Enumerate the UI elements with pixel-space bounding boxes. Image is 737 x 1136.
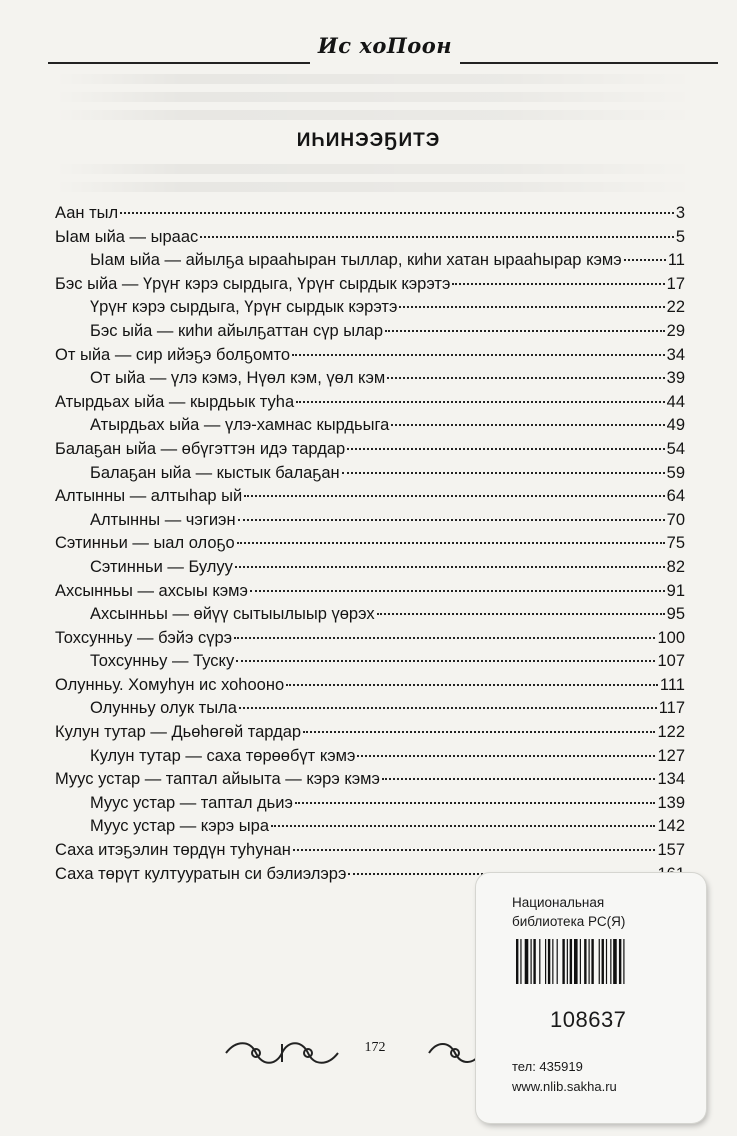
toc-entry-title: Аан тыл (55, 204, 119, 222)
page-number: 172 (364, 1040, 386, 1055)
toc-entry (55, 532, 685, 556)
barcode-bar (545, 939, 546, 984)
toc-entry-title: Тохсунньу — бэйэ сүрэ (55, 628, 233, 647)
dot-leader (342, 472, 665, 474)
barcode-bar (606, 939, 607, 984)
running-head: Ис хоПоон (317, 33, 453, 58)
dot-leader (347, 448, 664, 450)
toc-entry-title: Кулун тутар — Дьөһөгөй тардар (55, 723, 302, 742)
toc-entry-page: 11 (667, 251, 685, 270)
barcode-bar (533, 939, 535, 984)
toc-title: ИҺИНЭЭҔИТЭ (296, 130, 441, 151)
toc-entry-page: 44 (666, 392, 685, 411)
barcode-bar (591, 939, 593, 984)
toc-entry (55, 603, 685, 627)
barcode-bar (619, 939, 621, 984)
toc-entry-title: От ыйа — үлэ кэмэ, Нүөл кэм, үөл кэм (90, 369, 386, 388)
toc-entry (55, 815, 685, 839)
toc-entry (55, 509, 685, 533)
barcode-bar (557, 939, 558, 984)
barcode-bar (574, 939, 578, 984)
show-through-text (55, 164, 695, 174)
toc-entry-title: Атырдьах ыйа — кырдьык туһа (55, 392, 295, 411)
toc-entry (55, 249, 685, 273)
toc-entry-title: Ыам ыйа — айылҕа ырааһыран тыллар, киһи хатан ырааһырар кэмэ (90, 251, 622, 270)
toc-entry-page: 59 (666, 463, 685, 482)
toc-entry (55, 438, 685, 462)
header-rule-left (48, 62, 310, 64)
toc-entry-title: Олунньу олук тыла (90, 699, 237, 718)
toc-entry-page: 117 (658, 699, 685, 718)
left-ornament-icon (222, 1038, 342, 1068)
toc-entry (55, 344, 685, 368)
toc-entry-page: 142 (657, 817, 685, 836)
toc-entry (55, 650, 685, 674)
dot-leader (295, 802, 656, 804)
toc-entry (55, 485, 685, 509)
toc-entry (55, 792, 685, 816)
show-through-text (55, 110, 695, 120)
show-through-text (55, 182, 695, 192)
toc-entry (55, 226, 685, 250)
barcode-bar (525, 939, 529, 984)
toc-entry-title: Алтынны — чэгиэн (90, 510, 236, 529)
dot-leader (292, 354, 665, 356)
toc-entry-title: Атырдьах ыйа — үлэ-хамнас кырдьыга (90, 416, 390, 435)
barcode-bar (613, 939, 617, 984)
dot-leader (391, 424, 664, 426)
toc-entry-page: 95 (666, 605, 685, 624)
toc-entry-title: Муус устар — кэрэ ыра (90, 817, 270, 836)
toc-entry-page: 39 (666, 369, 685, 388)
toc-entry-page: 64 (666, 487, 685, 506)
toc-entry (55, 721, 685, 745)
dot-leader (399, 306, 664, 308)
toc-entry-page: 127 (657, 746, 685, 765)
toc-entry (55, 697, 685, 721)
toc-entry-page: 122 (657, 723, 685, 742)
dot-leader (385, 330, 665, 332)
toc-entry (55, 202, 685, 226)
barcode-bar (562, 939, 564, 984)
toc-entry (55, 367, 685, 391)
toc-entry-title: Алтынны — алтыһар ый (55, 487, 243, 506)
toc-entry-title: Үрүҥ кэрэ сырдыга, Үрүҥ сырдык кэрэтэ (90, 298, 398, 317)
toc-entry-page: 75 (666, 534, 685, 553)
toc-entry-title: Ахсынньы — өйүү сытыылыыр үөрэх (90, 605, 375, 624)
toc-entry-page: 134 (657, 770, 685, 789)
toc-entry (55, 580, 685, 604)
barcode-number: 108637 (550, 1007, 627, 1032)
toc-entry (55, 839, 685, 863)
toc-entry-title: Сэтинньи — Булуу (90, 557, 233, 576)
barcode-bar (539, 939, 540, 984)
toc-entry-page: 34 (666, 345, 685, 364)
show-through-text (55, 92, 695, 102)
toc-entry-page: 17 (666, 274, 685, 293)
dot-leader (239, 707, 657, 709)
toc-entry-page: 139 (657, 793, 685, 812)
toc-entry-title: Муус устар — таптал айыыта — кэрэ кэмэ (55, 770, 380, 789)
header-rule-right (460, 62, 718, 64)
barcode-bar (548, 939, 550, 984)
dot-leader (303, 731, 655, 733)
barcode-bar (520, 939, 521, 984)
toc-entry-title: Тохсунньу — Туску (90, 652, 235, 671)
dot-leader (293, 849, 656, 851)
toc-entry-page: 5 (675, 227, 685, 246)
library-url: www.nlib.sakha.ru (512, 1079, 617, 1094)
barcode-bar (580, 939, 581, 984)
toc-entry (55, 674, 685, 698)
toc-entry-title: Кулун тутар — саха төрөөбүт кэмэ (90, 746, 356, 765)
barcode-bar (599, 939, 600, 984)
dot-leader (296, 401, 665, 403)
toc-entry (55, 414, 685, 438)
toc-entry (55, 273, 685, 297)
dot-leader (452, 283, 664, 285)
barcode-icon (516, 939, 661, 984)
toc-entry-title: Бэс ыйа — Үрүҥ кэрэ сырдыга, Үрүҥ сырдык кэрэтэ (55, 274, 451, 293)
library-phone: тел: 435919 (512, 1059, 583, 1074)
toc-entry-title: Ахсынньы — ахсыы кэмэ (55, 581, 248, 600)
toc-entry-page: 91 (666, 581, 685, 600)
barcode-bar (623, 939, 624, 984)
toc-entry-title: Сэтинньи — ыал олоҕо (55, 534, 235, 553)
toc-entry-title: Балаҕан ыйа — өбүгэттэн идэ тардар (55, 439, 346, 458)
toc-entry (55, 462, 685, 486)
dot-leader (624, 259, 666, 261)
toc-entry-title: Муус устар — таптал дьиэ (90, 793, 293, 812)
toc-entry-page: 29 (666, 321, 685, 340)
dot-leader (244, 495, 664, 497)
toc-entry-page: 157 (657, 841, 685, 860)
dot-leader (237, 542, 665, 544)
toc-entry-page: 22 (666, 298, 685, 317)
dot-leader (200, 236, 674, 238)
toc-entry-title: Балаҕан ыйа — кыстык балаҕан (90, 463, 340, 482)
toc-entry (55, 296, 685, 320)
barcode-bar (570, 939, 572, 984)
toc-entry (55, 768, 685, 792)
dot-leader (234, 637, 655, 639)
dot-leader (250, 590, 665, 592)
table-of-contents (55, 202, 685, 886)
show-through-text (55, 74, 695, 84)
barcode-bar (602, 939, 604, 984)
library-name-line2: библиотека РС(Я) (512, 914, 626, 929)
toc-entry-page: 70 (666, 510, 685, 529)
library-name (512, 893, 697, 931)
toc-entry-page: 49 (666, 416, 685, 435)
toc-entry-title: Ыам ыйа — ыраас (55, 227, 199, 246)
toc-entry (55, 627, 685, 651)
toc-entry-page: 111 (659, 675, 685, 694)
barcode-bar (552, 939, 553, 984)
barcode-bar (531, 939, 532, 984)
dot-leader (377, 613, 665, 615)
dot-leader (357, 755, 655, 757)
toc-entry-page: 3 (675, 204, 685, 222)
dot-leader (387, 377, 664, 379)
toc-entry-title: Саха итэҕэлин төрдүн туһунан (55, 841, 291, 860)
dot-leader (286, 684, 658, 686)
toc-entry (55, 556, 685, 580)
toc-entry-page: 82 (666, 557, 685, 576)
toc-entry-title: От ыйа — сир ийэҕэ болҕомто (55, 345, 291, 364)
toc-entry-title: Бэс ыйа — киһи айылҕаттан сүр ылар (90, 321, 384, 340)
library-barcode-sticker (476, 873, 706, 1123)
barcode-bar (584, 939, 586, 984)
dot-leader (238, 519, 665, 521)
dot-leader (120, 212, 674, 214)
toc-entry-page: 107 (657, 652, 685, 671)
dot-leader (235, 566, 665, 568)
dot-leader (382, 778, 656, 780)
barcode-bar (567, 939, 568, 984)
dot-leader (271, 825, 655, 827)
toc-entry-title: Саха төрүт култууратын си бэлиэлэрэ (55, 864, 347, 883)
barcode-bar (610, 939, 611, 984)
toc-entry (55, 320, 685, 344)
barcode-bar (589, 939, 590, 984)
barcode-bar (516, 939, 518, 984)
library-name-line1: Национальная (512, 895, 605, 910)
toc-entry (55, 745, 685, 769)
toc-entry-page: 100 (657, 628, 685, 647)
toc-entry-title: Олунньу. Хомуһун ис хоһооно (55, 675, 285, 694)
toc-entry (55, 391, 685, 415)
toc-entry-page: 54 (666, 439, 685, 458)
dot-leader (236, 660, 655, 662)
